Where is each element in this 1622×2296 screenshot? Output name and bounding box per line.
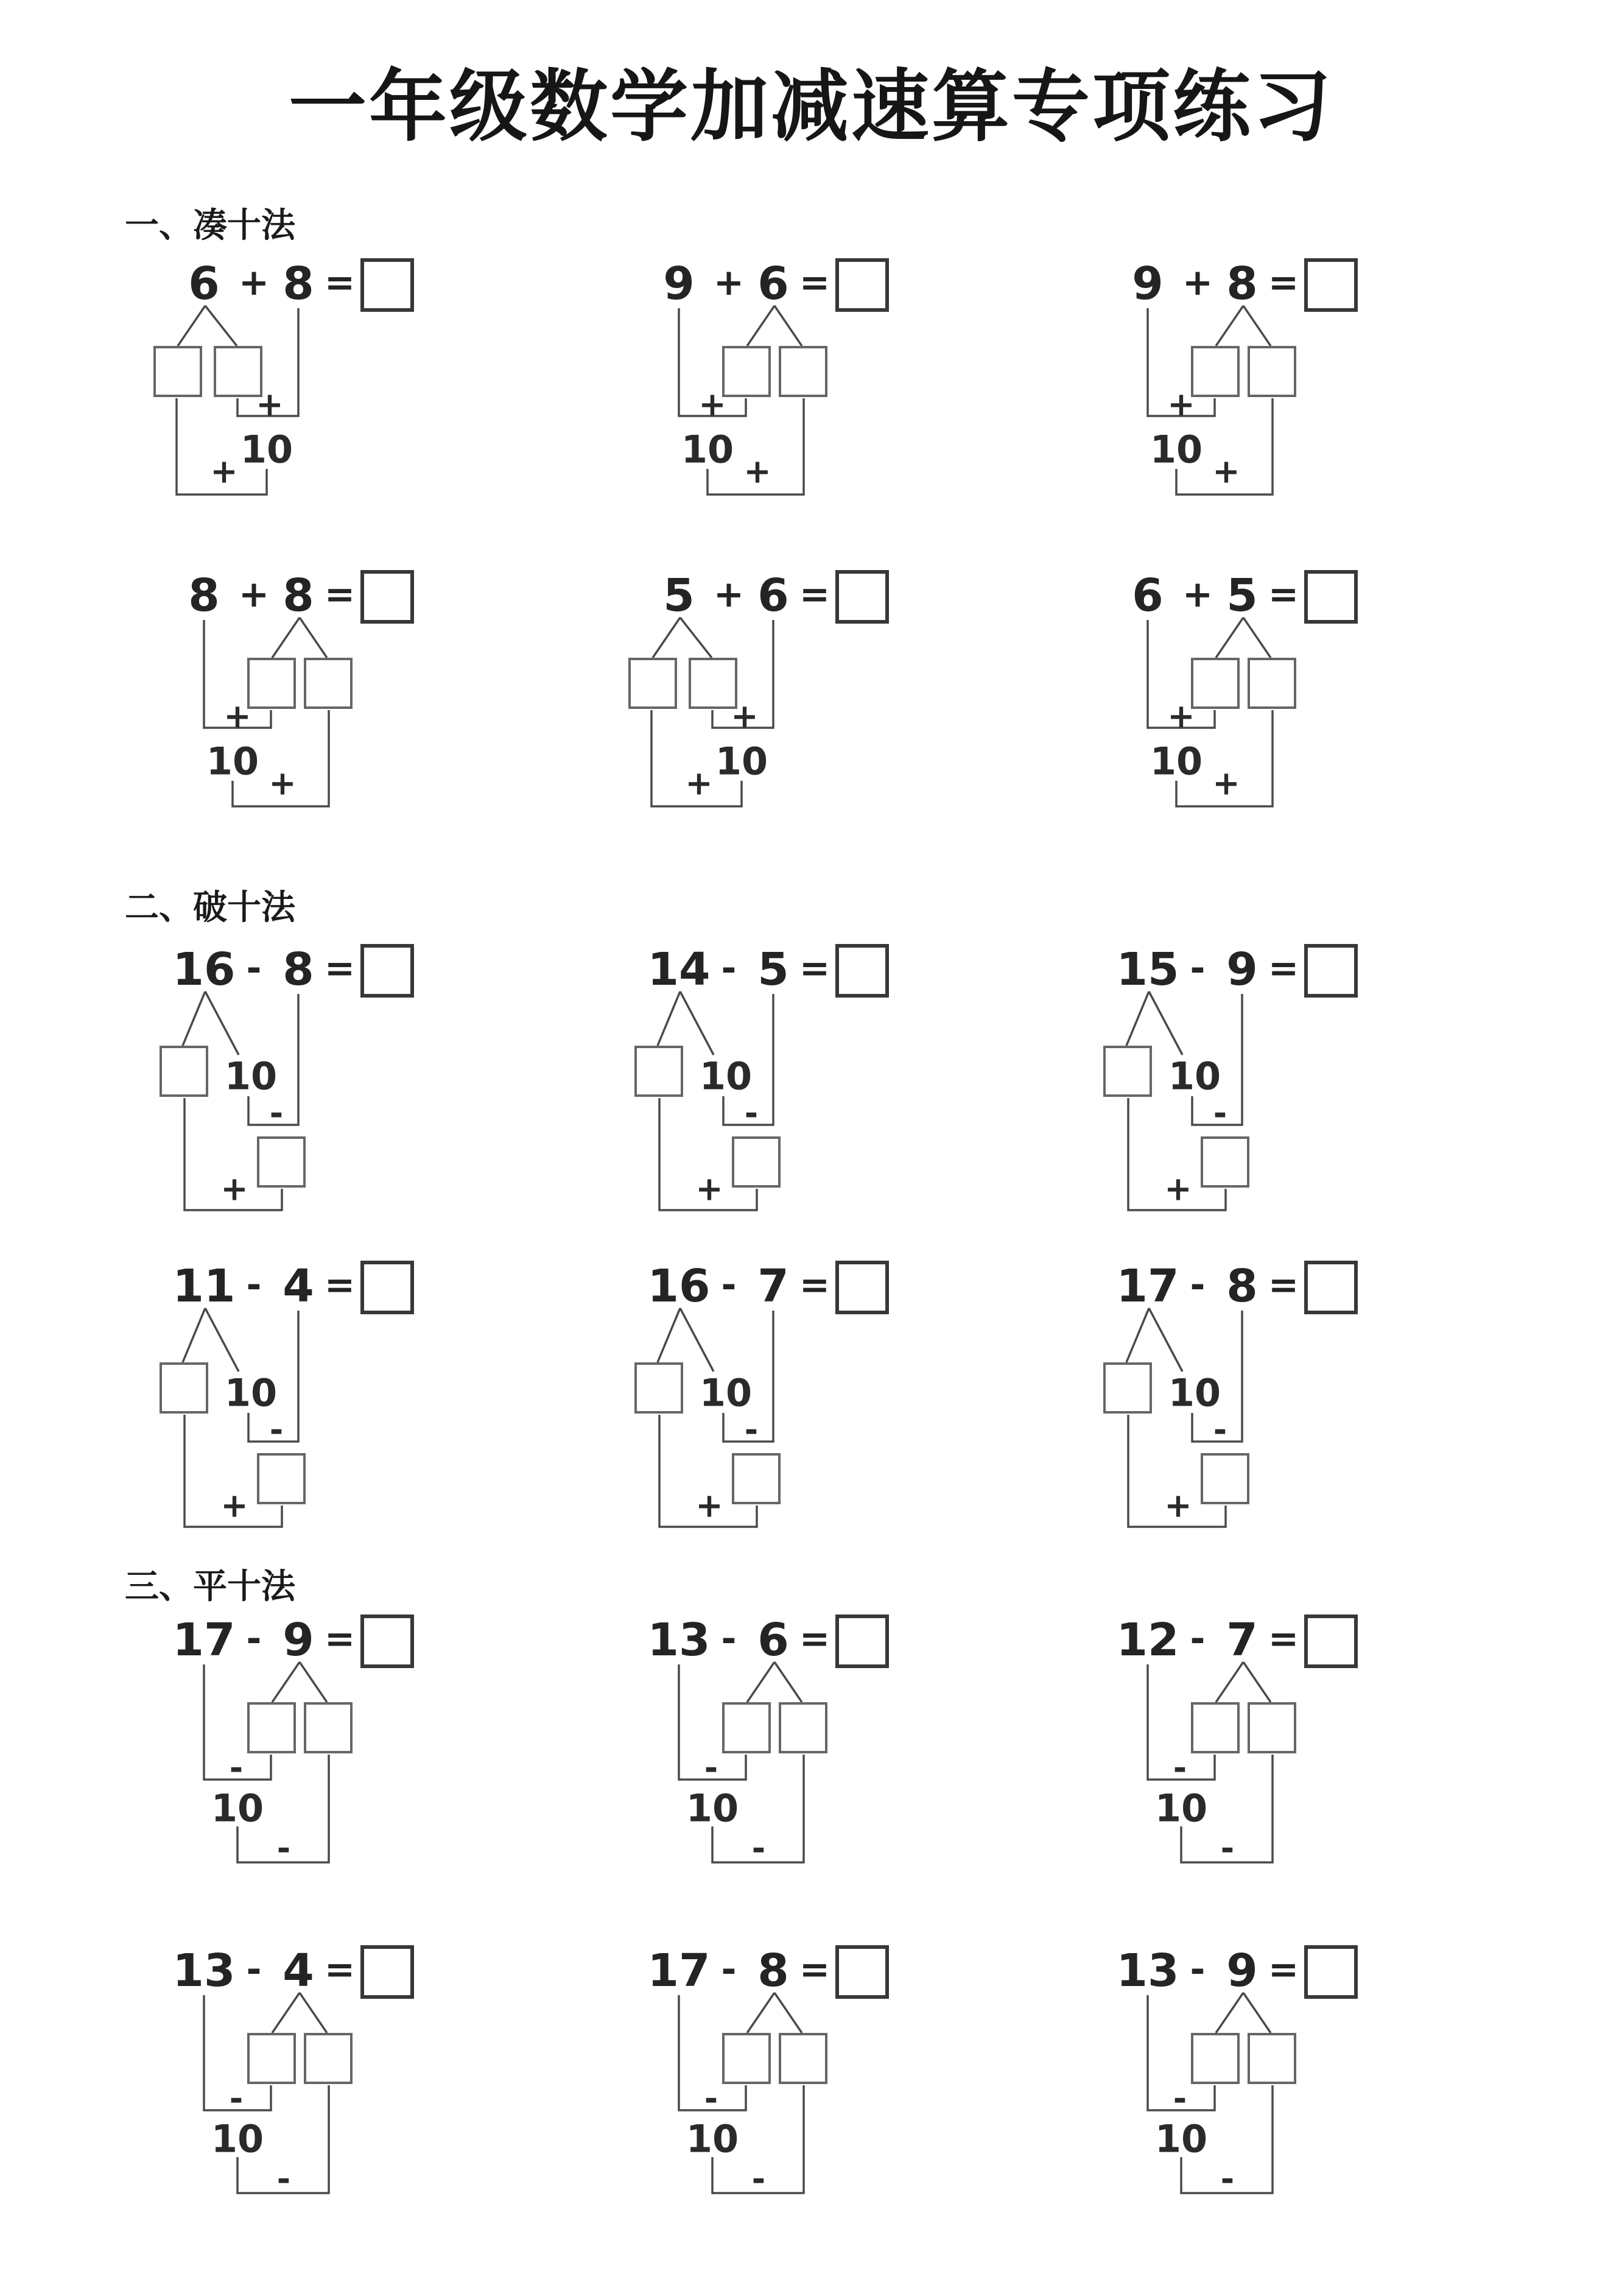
step2-operator: + bbox=[685, 764, 713, 803]
second-operand: 6 bbox=[757, 569, 789, 622]
equals-sign: = bbox=[324, 947, 356, 990]
split-line-right bbox=[300, 1993, 327, 2033]
split-line-left bbox=[1216, 618, 1243, 658]
ten-label: 10 bbox=[715, 739, 768, 784]
decomp-box-left[interactable] bbox=[247, 658, 296, 709]
ten-label: 10 bbox=[211, 2116, 264, 2161]
first-operand: 9 bbox=[663, 258, 695, 310]
problem-level-ten bbox=[621, 1612, 999, 1904]
second-operand: 8 bbox=[1226, 1260, 1258, 1312]
split-line-right bbox=[205, 1308, 239, 1372]
problem-level-ten bbox=[1090, 1943, 1467, 2235]
first-operand: 11 bbox=[172, 1260, 236, 1312]
first-operand: 12 bbox=[1116, 1614, 1179, 1666]
first-operand: 5 bbox=[663, 569, 695, 622]
problem-break-ten bbox=[146, 1258, 524, 1551]
operator: - bbox=[721, 947, 737, 990]
split-line-right bbox=[1149, 991, 1182, 1055]
step1-operator: + bbox=[1167, 697, 1195, 736]
operator: - bbox=[1190, 947, 1206, 990]
ten-label: 10 bbox=[699, 1054, 753, 1099]
answer-box[interactable] bbox=[360, 570, 414, 624]
problem-break-ten bbox=[1090, 1258, 1467, 1551]
problem-make-ten-split-first bbox=[621, 568, 999, 860]
step2-operator: - bbox=[276, 2160, 291, 2199]
problem-break-ten bbox=[146, 942, 524, 1234]
first-operand: 6 bbox=[188, 258, 220, 310]
answer-box[interactable] bbox=[1304, 1261, 1358, 1314]
decomp-box-right[interactable] bbox=[304, 1702, 353, 1753]
split-line-right bbox=[680, 991, 714, 1055]
step1-operator: - bbox=[744, 1410, 759, 1449]
answer-box[interactable] bbox=[835, 1261, 889, 1314]
split-line-left bbox=[658, 991, 680, 1046]
second-operand: 8 bbox=[1226, 258, 1258, 310]
first-operand: 6 bbox=[1132, 569, 1164, 622]
ten-label: 10 bbox=[1150, 739, 1203, 784]
split-line-left bbox=[1216, 1662, 1243, 1702]
answer-box[interactable] bbox=[835, 1615, 889, 1668]
equals-sign: = bbox=[324, 1264, 356, 1306]
section-heading: 二、破十法 bbox=[125, 888, 295, 928]
split-line-left bbox=[1126, 1308, 1149, 1362]
ten-label: 10 bbox=[211, 1786, 264, 1831]
step1-operator: - bbox=[1173, 2079, 1187, 2118]
first-operand: 13 bbox=[1116, 1945, 1179, 1997]
operator: - bbox=[246, 1618, 262, 1660]
step2-operator: + bbox=[1164, 1169, 1192, 1208]
second-operand: 6 bbox=[757, 1614, 789, 1666]
operator: - bbox=[721, 1618, 737, 1660]
operator: - bbox=[721, 1264, 737, 1306]
intermediate-result-box[interactable] bbox=[732, 1453, 781, 1504]
split-line-right bbox=[300, 1662, 327, 1702]
decomp-box-right[interactable] bbox=[1248, 346, 1296, 397]
answer-box[interactable] bbox=[835, 258, 889, 312]
operator: + bbox=[1182, 573, 1213, 616]
operator: - bbox=[721, 1948, 737, 1991]
ten-label: 10 bbox=[1168, 1370, 1221, 1415]
decomp-box-left[interactable] bbox=[628, 658, 677, 709]
operator: + bbox=[713, 261, 745, 304]
problem-make-ten-split-second bbox=[1090, 568, 1467, 860]
equals-sign: = bbox=[1268, 1264, 1299, 1306]
ten-label: 10 bbox=[1168, 1054, 1221, 1099]
equals-sign: = bbox=[799, 1264, 830, 1306]
split-line-left bbox=[178, 306, 205, 346]
decomp-box-left[interactable] bbox=[634, 1362, 683, 1414]
split-line-left bbox=[653, 618, 680, 658]
second-operand: 4 bbox=[283, 1260, 314, 1312]
split-line-left bbox=[272, 1662, 300, 1702]
second-operand: 5 bbox=[757, 943, 789, 996]
step1-operator: - bbox=[704, 2079, 718, 2118]
answer-box[interactable] bbox=[1304, 1945, 1358, 1999]
step2-operator: + bbox=[743, 452, 771, 491]
step1-operator: + bbox=[731, 697, 759, 736]
operator: + bbox=[1182, 261, 1213, 304]
decomp-box-left[interactable] bbox=[722, 2033, 771, 2084]
step2-operator: + bbox=[1212, 452, 1240, 491]
first-operand: 14 bbox=[647, 943, 711, 996]
answer-box[interactable] bbox=[1304, 1615, 1358, 1668]
step2-operator: + bbox=[269, 764, 297, 803]
equals-sign: = bbox=[799, 261, 830, 304]
step2-operator: + bbox=[1212, 764, 1240, 803]
problem-grid bbox=[0, 877, 1622, 1556]
split-line-right bbox=[774, 1662, 802, 1702]
decomp-box-left[interactable] bbox=[1103, 1362, 1152, 1414]
step1-operator: - bbox=[704, 1748, 718, 1787]
equals-sign: = bbox=[324, 573, 356, 616]
equals-sign: = bbox=[1268, 1618, 1299, 1660]
step1-operator: + bbox=[223, 697, 251, 736]
step2-operator: + bbox=[695, 1169, 723, 1208]
operator: + bbox=[238, 573, 270, 616]
operator: - bbox=[1190, 1618, 1206, 1660]
ten-label: 10 bbox=[1150, 427, 1203, 472]
split-line-right bbox=[1243, 1662, 1271, 1702]
decomp-box-right[interactable] bbox=[214, 346, 262, 397]
split-line-right bbox=[300, 618, 327, 658]
decomp-box-left[interactable] bbox=[1191, 2033, 1240, 2084]
step2-operator: - bbox=[1220, 1829, 1235, 1868]
decomp-box-right[interactable] bbox=[1248, 1702, 1296, 1753]
split-line-left bbox=[183, 1308, 205, 1362]
answer-box[interactable] bbox=[1304, 258, 1358, 312]
step2-operator: - bbox=[751, 2160, 766, 2199]
section-heading: 一、凑十法 bbox=[125, 206, 295, 245]
intermediate-result-box[interactable] bbox=[257, 1453, 306, 1504]
problem-make-ten-split-first bbox=[146, 256, 524, 548]
step1-operator: - bbox=[1173, 1748, 1187, 1787]
step1-operator: - bbox=[1213, 1094, 1227, 1133]
step1-operator: + bbox=[698, 385, 726, 424]
decomp-box-right[interactable] bbox=[779, 1702, 827, 1753]
split-line-right bbox=[205, 991, 239, 1055]
first-operand: 16 bbox=[172, 943, 236, 996]
answer-box[interactable] bbox=[835, 1945, 889, 1999]
step1-operator: - bbox=[229, 2079, 244, 2118]
page-title: 一年级数学加减速算专项练习 bbox=[288, 62, 1333, 152]
decomp-box-right[interactable] bbox=[304, 2033, 353, 2084]
split-line-left bbox=[747, 1662, 774, 1702]
step2-operator: - bbox=[751, 1829, 766, 1868]
first-operand: 17 bbox=[172, 1614, 236, 1666]
ten-label: 10 bbox=[699, 1370, 753, 1415]
problem-make-ten-split-second bbox=[621, 256, 999, 548]
problem-level-ten bbox=[146, 1612, 524, 1904]
decomp-box-right[interactable] bbox=[1248, 658, 1296, 709]
step1-operator: - bbox=[269, 1094, 284, 1133]
answer-box[interactable] bbox=[360, 1261, 414, 1314]
problem-make-ten-split-second bbox=[146, 568, 524, 860]
split-line-left bbox=[658, 1308, 680, 1362]
operator: - bbox=[246, 1264, 262, 1306]
operator: - bbox=[246, 947, 262, 990]
section-make-ten bbox=[0, 195, 1622, 877]
first-operand: 15 bbox=[1116, 943, 1179, 996]
intermediate-result-box[interactable] bbox=[1201, 1453, 1249, 1504]
problem-level-ten bbox=[621, 1943, 999, 2235]
problem-level-ten bbox=[1090, 1612, 1467, 1904]
second-operand: 9 bbox=[283, 1614, 314, 1666]
first-operand: 13 bbox=[172, 1945, 236, 1997]
second-operand: 4 bbox=[283, 1945, 314, 1997]
answer-box[interactable] bbox=[835, 570, 889, 624]
split-line-left bbox=[183, 991, 205, 1046]
split-line-right bbox=[1243, 306, 1271, 346]
operator: - bbox=[1190, 1264, 1206, 1306]
step2-operator: - bbox=[1220, 2160, 1235, 2199]
decomp-box-left[interactable] bbox=[634, 1046, 683, 1097]
decomp-box-left[interactable] bbox=[722, 346, 771, 397]
answer-box[interactable] bbox=[1304, 570, 1358, 624]
problem-level-ten bbox=[146, 1943, 524, 2235]
decomp-box-left[interactable] bbox=[1191, 658, 1240, 709]
decomp-box-left[interactable] bbox=[247, 2033, 296, 2084]
ten-label: 10 bbox=[224, 1370, 278, 1415]
first-operand: 8 bbox=[188, 569, 220, 622]
section-level-ten bbox=[0, 1556, 1622, 2256]
split-line-right bbox=[1149, 1308, 1182, 1372]
equals-sign: = bbox=[799, 573, 830, 616]
decomp-box-left[interactable] bbox=[153, 346, 202, 397]
split-line-left bbox=[1126, 991, 1149, 1046]
first-operand: 13 bbox=[647, 1614, 711, 1666]
equals-sign: = bbox=[799, 947, 830, 990]
ten-label: 10 bbox=[224, 1054, 278, 1099]
first-operand: 9 bbox=[1132, 258, 1164, 310]
second-operand: 8 bbox=[283, 569, 314, 622]
decomp-box-right[interactable] bbox=[1248, 2033, 1296, 2084]
split-line-right bbox=[774, 1993, 802, 2033]
second-operand: 6 bbox=[757, 258, 789, 310]
second-operand: 8 bbox=[283, 943, 314, 996]
step1-operator: + bbox=[256, 385, 284, 424]
ten-label: 10 bbox=[1154, 1786, 1208, 1831]
second-operand: 8 bbox=[757, 1945, 789, 1997]
step1-operator: - bbox=[229, 1748, 244, 1787]
answer-box[interactable] bbox=[360, 1615, 414, 1668]
intermediate-result-box[interactable] bbox=[732, 1136, 781, 1188]
split-line-left bbox=[747, 1993, 774, 2033]
second-operand: 7 bbox=[757, 1260, 789, 1312]
equals-sign: = bbox=[1268, 261, 1299, 304]
decomp-box-right[interactable] bbox=[779, 2033, 827, 2084]
split-line-left bbox=[1216, 1993, 1243, 2033]
step1-operator: - bbox=[269, 1410, 284, 1449]
step1-operator: - bbox=[744, 1094, 759, 1133]
step2-operator: + bbox=[220, 1486, 248, 1525]
step2-operator: + bbox=[210, 452, 238, 491]
equals-sign: = bbox=[324, 261, 356, 304]
problem-break-ten bbox=[621, 942, 999, 1234]
first-operand: 17 bbox=[647, 1945, 711, 1997]
equals-sign: = bbox=[324, 1948, 356, 1991]
ten-label: 10 bbox=[206, 739, 259, 784]
split-line-left bbox=[272, 618, 300, 658]
problem-break-ten bbox=[621, 1258, 999, 1551]
answer-box[interactable] bbox=[360, 1945, 414, 1999]
ten-label: 10 bbox=[686, 1786, 739, 1831]
ten-label: 10 bbox=[240, 427, 293, 472]
split-line-left bbox=[747, 306, 774, 346]
answer-box[interactable] bbox=[360, 258, 414, 312]
decomp-box-left[interactable] bbox=[1103, 1046, 1152, 1097]
answer-box[interactable] bbox=[360, 944, 414, 998]
split-line-right bbox=[680, 618, 712, 658]
intermediate-result-box[interactable] bbox=[1201, 1136, 1249, 1188]
second-operand: 5 bbox=[1226, 569, 1258, 622]
decomp-box-right[interactable] bbox=[689, 658, 737, 709]
second-operand: 9 bbox=[1226, 943, 1258, 996]
problem-make-ten-split-second bbox=[1090, 256, 1467, 548]
equals-sign: = bbox=[1268, 1948, 1299, 1991]
first-operand: 16 bbox=[647, 1260, 711, 1312]
problem-grid bbox=[0, 1556, 1622, 2256]
decomp-box-left[interactable] bbox=[247, 1702, 296, 1753]
step2-operator: + bbox=[695, 1486, 723, 1525]
ten-label: 10 bbox=[681, 427, 734, 472]
problem-break-ten bbox=[1090, 942, 1467, 1234]
operator: - bbox=[246, 1948, 262, 1991]
decomp-box-right[interactable] bbox=[304, 658, 353, 709]
split-line-right bbox=[1243, 618, 1271, 658]
equals-sign: = bbox=[1268, 573, 1299, 616]
problem-grid bbox=[0, 195, 1622, 877]
step2-operator: + bbox=[220, 1169, 248, 1208]
first-operand: 17 bbox=[1116, 1260, 1179, 1312]
operator: + bbox=[713, 573, 745, 616]
decomp-box-left[interactable] bbox=[722, 1702, 771, 1753]
decomp-box-left[interactable] bbox=[160, 1046, 208, 1097]
step2-operator: + bbox=[1164, 1486, 1192, 1525]
decomp-box-left[interactable] bbox=[1191, 346, 1240, 397]
second-operand: 8 bbox=[283, 258, 314, 310]
operator: + bbox=[238, 261, 270, 304]
ten-label: 10 bbox=[686, 2116, 739, 2161]
split-line-right bbox=[680, 1308, 714, 1372]
equals-sign: = bbox=[1268, 947, 1299, 990]
second-operand: 9 bbox=[1226, 1945, 1258, 1997]
section-break-ten bbox=[0, 877, 1622, 1556]
equals-sign: = bbox=[799, 1618, 830, 1660]
step1-operator: + bbox=[1167, 385, 1195, 424]
second-operand: 7 bbox=[1226, 1614, 1258, 1666]
equals-sign: = bbox=[799, 1948, 830, 1991]
answer-box[interactable] bbox=[835, 944, 889, 998]
equals-sign: = bbox=[324, 1618, 356, 1660]
split-line-left bbox=[1216, 306, 1243, 346]
step2-operator: - bbox=[276, 1829, 291, 1868]
split-line-right bbox=[205, 306, 237, 346]
ten-label: 10 bbox=[1154, 2116, 1208, 2161]
intermediate-result-box[interactable] bbox=[257, 1136, 306, 1188]
split-line-right bbox=[774, 306, 802, 346]
decomp-box-left[interactable] bbox=[1191, 1702, 1240, 1753]
section-heading: 三、平十法 bbox=[125, 1567, 295, 1607]
operator: - bbox=[1190, 1948, 1206, 1991]
step1-operator: - bbox=[1213, 1410, 1227, 1449]
split-line-right bbox=[1243, 1993, 1271, 2033]
decomp-box-left[interactable] bbox=[160, 1362, 208, 1414]
answer-box[interactable] bbox=[1304, 944, 1358, 998]
decomp-box-right[interactable] bbox=[779, 346, 827, 397]
split-line-left bbox=[272, 1993, 300, 2033]
